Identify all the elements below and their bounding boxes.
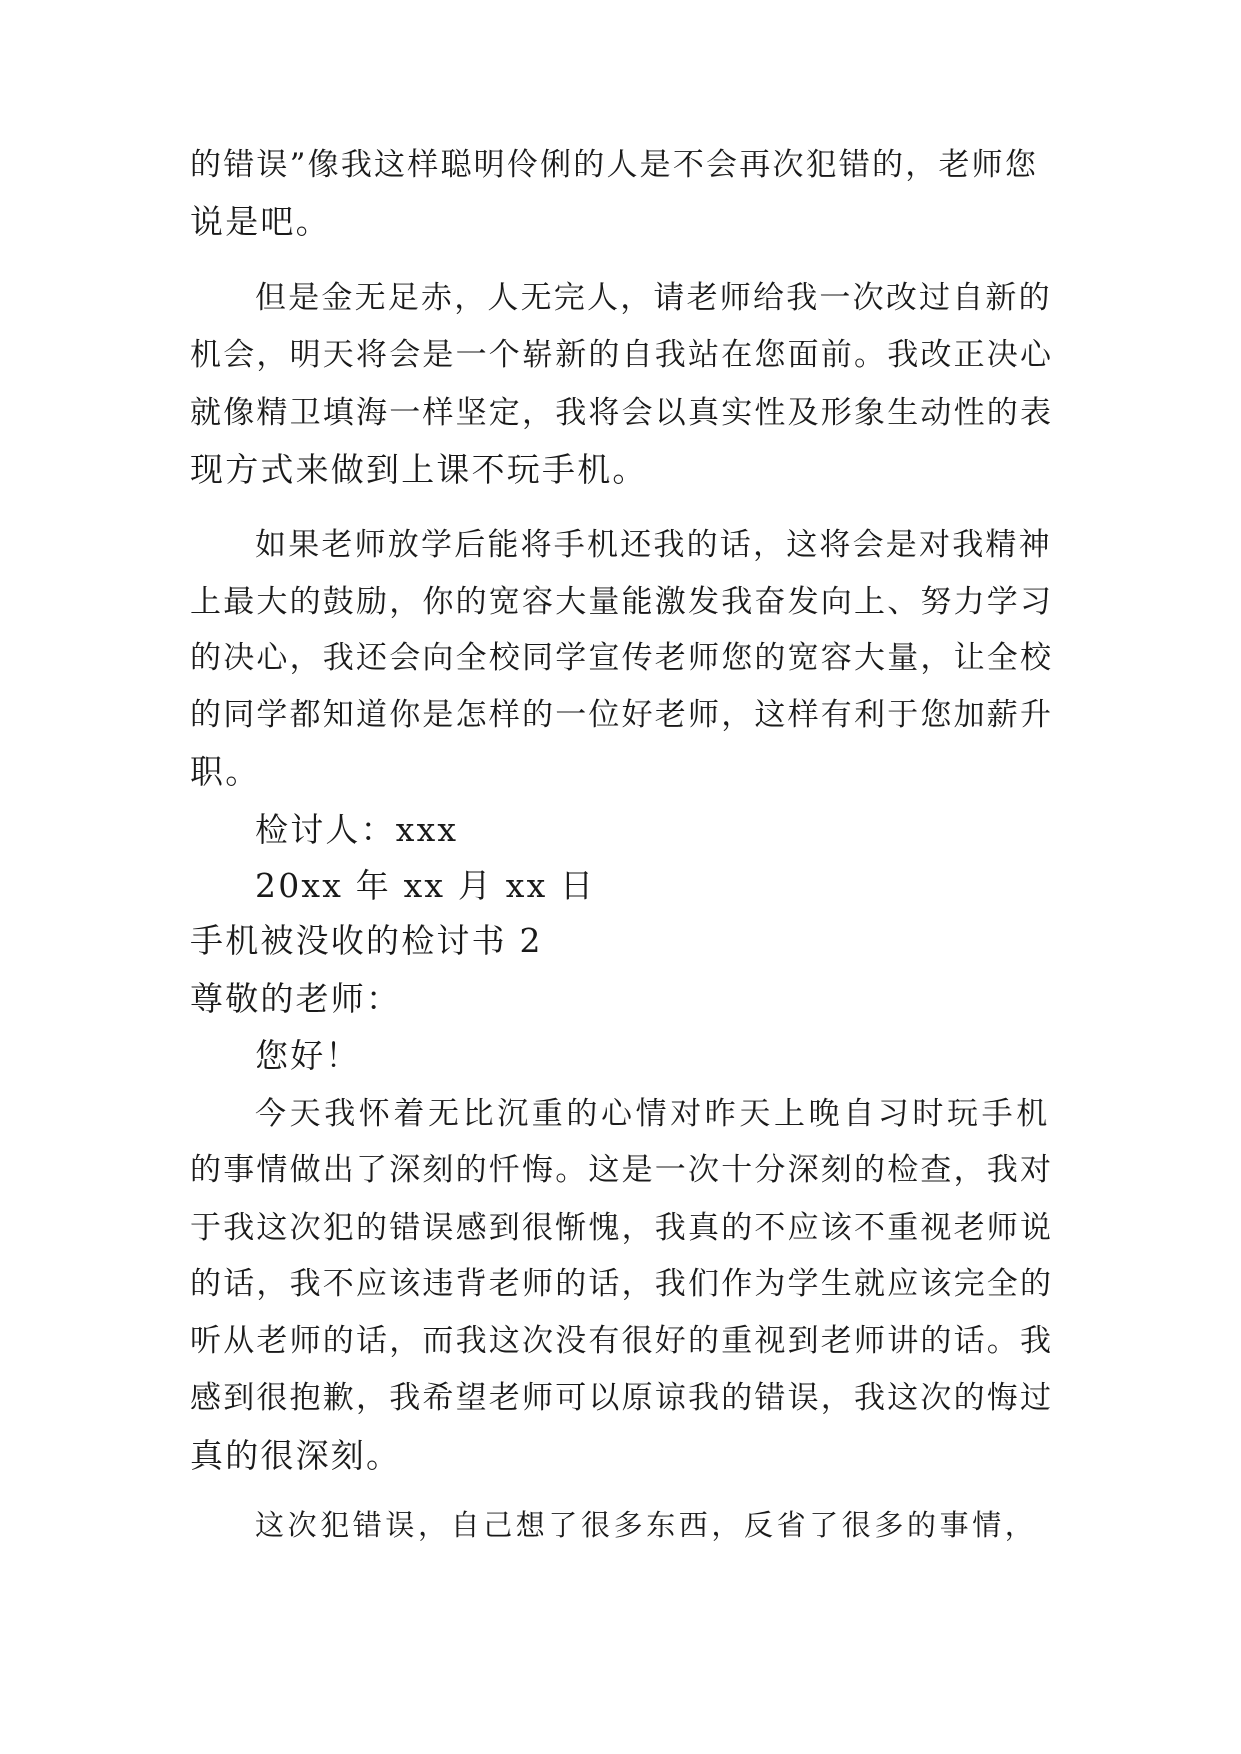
text-line: 于我这次犯的错误感到很惭愧，我真的不应该不重视老师说: [190, 1210, 1054, 1246]
signature-line: 检讨人：xxx: [255, 810, 459, 849]
text-line: 就像精卫填海一样坚定，我将会以真实性及形象生动性的表: [190, 395, 1054, 431]
text-line: 如果老师放学后能将手机还我的话，这将会是对我精神: [255, 527, 1052, 563]
text-line: 真的很深刻。: [190, 1436, 402, 1475]
salutation: 尊敬的老师：: [190, 979, 402, 1018]
text-line: 这次犯错误，自己想了很多东西，反省了很多的事情，: [255, 1508, 1038, 1542]
text-line: 听从老师的话，而我这次没有很好的重视到老师讲的话。我: [190, 1323, 1054, 1359]
text-line: 现方式来做到上课不玩手机。: [190, 450, 648, 489]
text-line: 的决心，我还会向全校同学宣传老师您的宽容大量，让全校: [190, 640, 1054, 676]
text-line: 感到很抱歉，我希望老师可以原谅我的错误，我这次的悔过: [190, 1380, 1054, 1416]
section-title: 手机被没收的检讨书 2: [190, 921, 543, 960]
text-line: 机会，明天将会是一个崭新的自我站在您面前。我改正决心: [190, 337, 1054, 373]
text-line: 说是吧。: [190, 202, 331, 241]
greeting: 您好！: [255, 1036, 361, 1075]
text-line: 职。: [190, 752, 261, 791]
text-line: 但是金无足赤，人无完人，请老师给我一次改过自新的: [255, 280, 1052, 316]
text-line: 的事情做出了深刻的忏悔。这是一次十分深刻的检查，我对: [190, 1152, 1054, 1188]
text-line: 的话，我不应该违背老师的话，我们作为学生就应该完全的: [190, 1266, 1054, 1302]
text-line: 的同学都知道你是怎样的一位好老师，这样有利于您加薪升: [190, 697, 1054, 733]
text-line: 上最大的鼓励，你的宽容大量能激发我奋发向上、努力学习: [190, 584, 1054, 620]
text-line: 的错误”像我这样聪明伶俐的人是不会再次犯错的，老师您: [190, 147, 1039, 183]
date-line: 20xx 年 xx 月 xx 日: [255, 866, 596, 905]
text-line: 今天我怀着无比沉重的心情对昨天上晚自习时玩手机: [255, 1096, 1051, 1132]
